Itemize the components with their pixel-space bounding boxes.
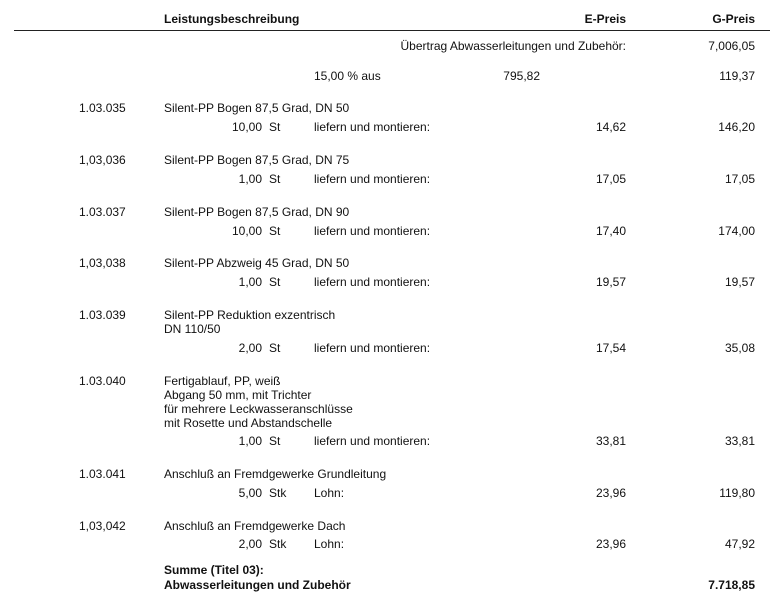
item-description-line: Fertigablauf, PP, weiß [164, 374, 281, 388]
item-description-line: für mehrere Leckwasseranschlüsse [164, 402, 353, 416]
item-unit: St [269, 172, 281, 186]
header-description: Leistungsbeschreibung [164, 12, 300, 26]
item-unit-price: 17,40 [595, 224, 626, 238]
item-quantity: 2,00 [238, 537, 262, 551]
item-description-line: Silent-PP Bogen 87,5 Grad, DN 50 [164, 101, 350, 115]
item-unit-price: 17,54 [595, 341, 626, 355]
item-unit-price: 19,57 [595, 275, 626, 289]
item-quantity: 10,00 [231, 120, 262, 134]
item-total-price: 47,92 [724, 537, 755, 551]
summary-title: Summe (Titel 03): [164, 563, 264, 577]
item-total-price: 119,80 [719, 486, 755, 500]
item-description-line: Silent-PP Reduktion exzentrisch [164, 308, 336, 322]
item-quantity: 2,00 [238, 341, 262, 355]
item-total-price: 174,00 [718, 224, 755, 238]
header-divider [14, 30, 770, 31]
summary-total: 7.718,85 [708, 578, 755, 592]
item-description-line: Abgang 50 mm, mit Trichter [164, 388, 312, 402]
header-unit-price: E-Preis [584, 12, 626, 26]
item-quantity: 1,00 [238, 172, 262, 186]
item-position: 1.03.039 [79, 308, 126, 322]
item-position: 1.03.035 [79, 101, 126, 115]
percent-label: 15,00 % aus [314, 69, 381, 83]
item-unit: St [269, 434, 281, 448]
item-total-price: 17,05 [724, 172, 755, 186]
item-unit: St [269, 120, 281, 134]
item-unit-price: 23,96 [595, 537, 626, 551]
carryover-amount: 7,006,05 [708, 39, 755, 53]
item-description-line: Anschluß an Fremdgewerke Dach [164, 519, 346, 533]
item-unit: St [269, 341, 281, 355]
item-quantity: 5,00 [238, 486, 262, 500]
percent-base: 795,82 [503, 69, 540, 83]
item-quantity: 1,00 [238, 434, 262, 448]
item-description-line: Anschluß an Fremdgewerke Grundleitung [164, 467, 387, 481]
item-unit: St [269, 275, 281, 289]
item-action: liefern und montieren: [314, 224, 431, 238]
item-action: liefern und montieren: [314, 120, 431, 134]
header-total-price: G-Preis [712, 12, 755, 26]
item-quantity: 10,00 [231, 224, 262, 238]
item-unit-price: 33,81 [595, 434, 626, 448]
item-unit-price: 23,96 [595, 486, 626, 500]
item-total-price: 35,08 [724, 341, 755, 355]
item-position: 1,03,042 [79, 519, 126, 533]
item-unit: Stk [269, 486, 287, 500]
item-action: liefern und montieren: [314, 341, 431, 355]
item-position: 1.03.037 [79, 205, 126, 219]
item-unit-price: 14,62 [595, 120, 626, 134]
item-total-price: 33,81 [724, 434, 755, 448]
item-unit: St [269, 224, 281, 238]
carryover-label: Übertrag Abwasserleitungen und Zubehör: [400, 39, 626, 53]
item-action: liefern und montieren: [314, 434, 431, 448]
item-quantity: 1,00 [238, 275, 262, 289]
item-position: 1.03.041 [79, 467, 126, 481]
item-action: liefern und montieren: [314, 172, 431, 186]
item-action: liefern und montieren: [314, 275, 431, 289]
item-description-line: Silent-PP Abzweig 45 Grad, DN 50 [164, 256, 350, 270]
item-total-price: 146,20 [718, 120, 755, 134]
item-unit: Stk [269, 537, 287, 551]
item-action: Lohn: [314, 537, 345, 551]
item-description-line: mit Rosette und Abstandschelle [164, 416, 333, 430]
item-description-line: DN 110/50 [164, 322, 221, 336]
item-description-line: Silent-PP Bogen 87,5 Grad, DN 75 [164, 153, 350, 167]
summary-subtitle: Abwasserleitungen und Zubehör [164, 578, 351, 592]
percent-amount: 119,37 [719, 69, 755, 83]
item-position: 1,03,036 [79, 153, 126, 167]
item-total-price: 19,57 [724, 275, 755, 289]
item-position: 1.03.040 [79, 374, 126, 388]
item-action: Lohn: [314, 486, 345, 500]
item-unit-price: 17,05 [595, 172, 626, 186]
item-description-line: Silent-PP Bogen 87,5 Grad, DN 90 [164, 205, 350, 219]
item-position: 1,03,038 [79, 256, 126, 270]
